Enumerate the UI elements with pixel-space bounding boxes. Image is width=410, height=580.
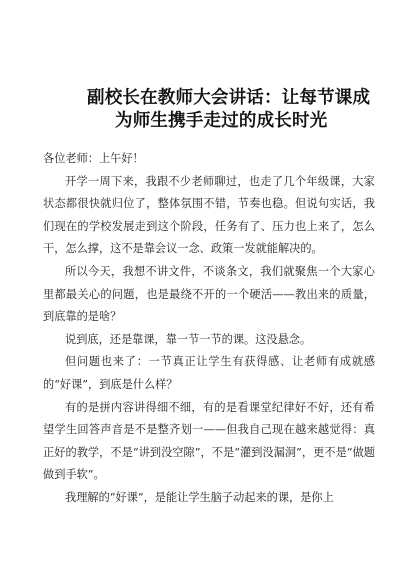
paragraph: 我理解的“好课”，是能让学生脑子动起来的课，是你上 <box>65 490 334 504</box>
paragraph: 有的是拼内容讲得细不细，有的是看课堂纪律好不好，还有希望学生回答声音是不是整齐划一——但我自己现在越来越觉得：真正好的教学，不是“讲到没空隙”，不是“灌到没漏洞”，更不是“做题做到手软”。 <box>43 400 375 482</box>
paragraph: 开学一周下来，我跟不少老师聊过，也走了几个年级课，大家状态都很快就归位了，整体氛围不错，节奏也稳。但说句实话，我们现在的学校发展走到这个阶段，任务有了、压力也上来了，怎么干，怎么撑，这不是靠会议一念、政策一发就能解决的。 <box>43 174 375 256</box>
paragraph: 说到底，还是靠课，靠一节一节的课。这没悬念。 <box>65 332 312 346</box>
greeting: 各位老师：上午好！ <box>43 152 144 165</box>
document-title-line-1: 副校长在教师大会讲话：让每节课成 <box>87 88 371 108</box>
paragraph: 但问题也来了：一节真正让学生有获得感、让老师有成就感的“好课”，到底是什么样？ <box>43 355 375 391</box>
document-title-line-2: 为师生携手走过的成长时光 <box>115 111 328 131</box>
document-body <box>43 148 375 510</box>
paragraph: 所以今天，我想不讲文件，不谈条文，我们就聚焦一个大家心里都最关心的问题，也是最绕不开的一个硬活——教出来的质量，到底靠的是啥？ <box>43 264 375 324</box>
